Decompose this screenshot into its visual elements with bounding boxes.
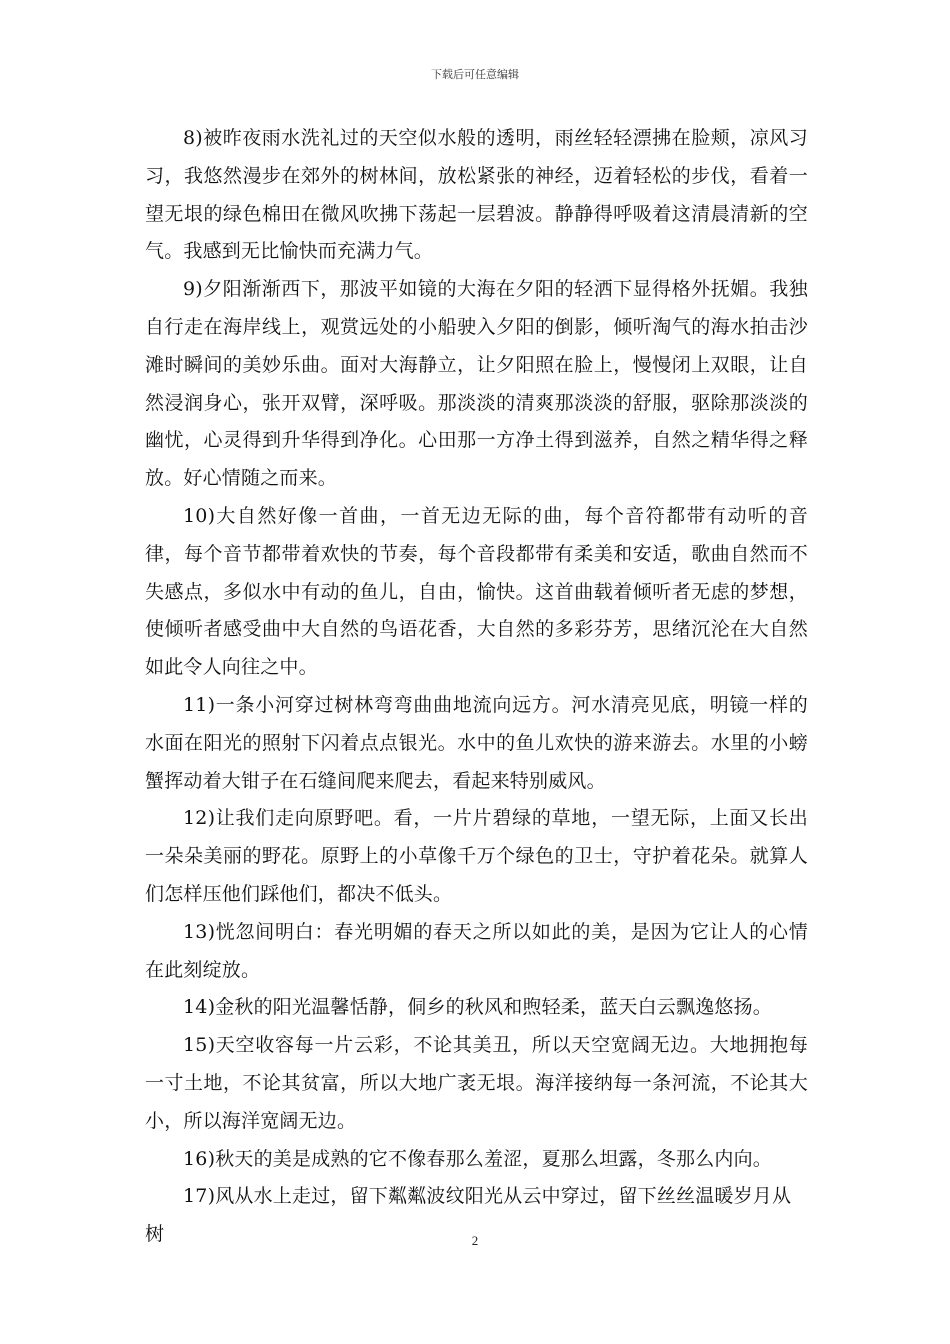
page-header: 下载后可任意编辑	[431, 68, 519, 81]
paragraph-13: 13)恍忽间明白：春光明媚的春天之所以如此的美，是因为它让人的心情在此刻绽放。	[145, 920, 808, 981]
paragraph-10: 10)大自然好像一首曲，一首无边无际的曲，每个音符都带有动听的音律，每个音节都带着欢快的节奏，每个音段都带有柔美和安适，歌曲自然而不失感点，多似水中有动的鱼儿，自由，愉快。这首曲载着倾听者无虑的梦想，使倾听者感受曲中大自然的鸟语花香，大自然的多彩芬芳，思绪沉沦在大自然如此令人向往之中。	[145, 504, 808, 679]
paragraph-11: 11)一条小河穿过树林弯弯曲曲地流向远方。河水清亮见底，明镜一样的水面在阳光的照射下闪着点点银光。水中的鱼儿欢快的游来游去。水里的小螃蟹挥动着大钳子在石缝间爬来爬去，看起来特别威风。	[145, 693, 808, 792]
paragraph-8: 8)被昨夜雨水洗礼过的天空似水般的透明，雨丝轻轻漂拂在脸颊，凉风习习，我悠然漫步在郊外的树林间，放松紧张的神经，迈着轻松的步伐，看着一望无垠的绿色棉田在微风吹拂下荡起一层碧波。静静得呼吸着这清晨清新的空气。我感到无比愉快而充满力气。	[145, 127, 808, 263]
paragraph-17: 17)风从水上走过，留下粼粼波纹阳光从云中穿过，留下丝丝温暖岁月从树	[145, 1185, 792, 1246]
page-number: 2	[471, 1233, 479, 1248]
paragraph-14: 14)金秋的阳光温馨恬静，侗乡的秋风和煦轻柔，蓝天白云飘逸悠扬。	[183, 996, 772, 1019]
document-body	[145, 120, 808, 1254]
paragraph-12: 12)让我们走向原野吧。看，一片片碧绿的草地，一望无际，上面又长出一朵朵美丽的野花。原野上的小草像千万个绿色的卫士，守护着花朵。就算人们怎样压他们踩他们，都决不低头。	[145, 807, 808, 905]
paragraph-9: 9)夕阳渐渐西下，那波平如镜的大海在夕阳的轻洒下显得格外抚媚。我独自行走在海岸线上，观赏远处的小船驶入夕阳的倒影，倾听淘气的海水拍击沙滩时瞬间的美妙乐曲。面对大海静立，让夕阳照在脸上，慢慢闭上双眼，让自然浸润身心，张开双臂，深呼吸。那淡淡的清爽那淡淡的舒服，驱除那淡淡的幽忧，心灵得到升华得到净化。心田那一方净土得到滋养，自然之精华得之释放。好心情随之而来。	[145, 278, 808, 490]
paragraph-16: 16)秋天的美是成熟的它不像春那么羞涩，夏那么坦露，冬那么内向。	[183, 1147, 772, 1170]
paragraph-15: 15)天空收容每一片云彩，不论其美丑，所以天空宽阔无边。大地拥抱每一寸土地，不论其贫富，所以大地广袤无垠。海洋接纳每一条河流，不论其大小，所以海洋宽阔无边。	[145, 1034, 808, 1132]
